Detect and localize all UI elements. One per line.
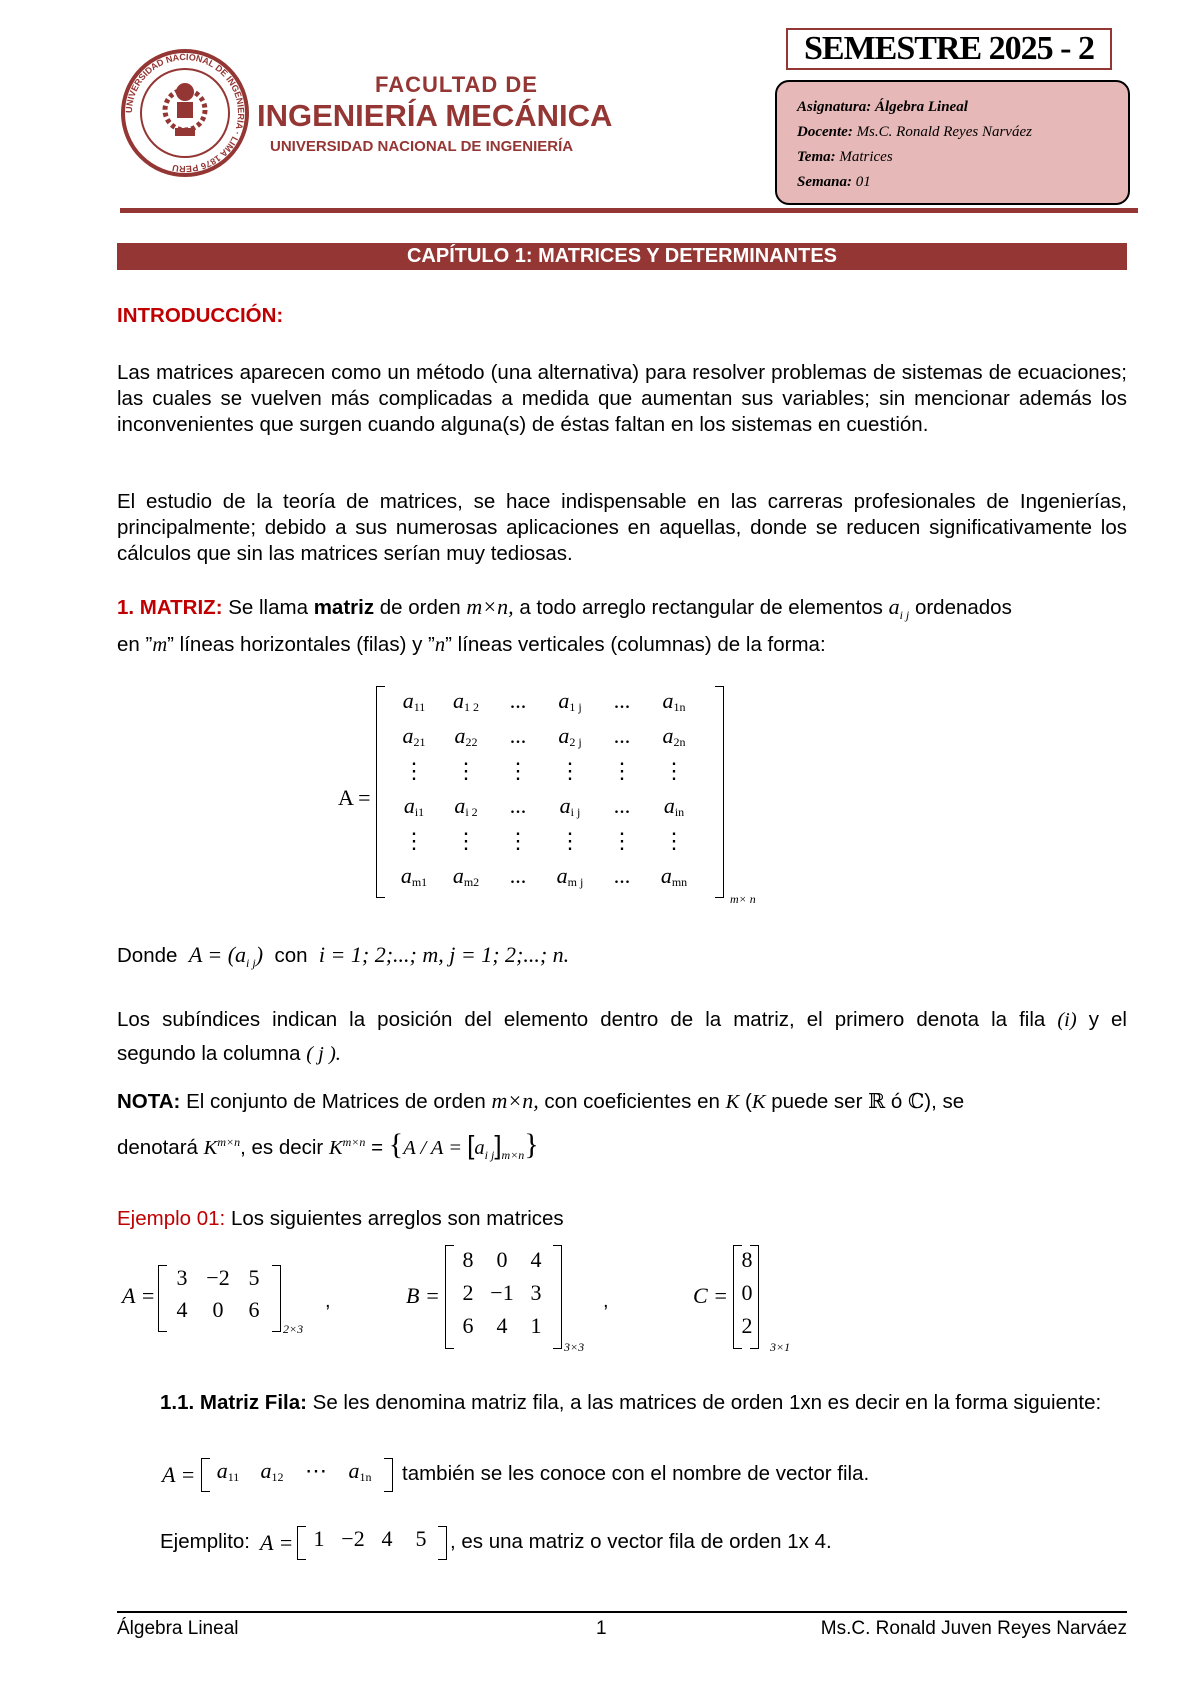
info-asignatura: Asignatura: Álgebra Lineal [797, 99, 968, 115]
matrix-cell: ... [509, 863, 527, 888]
matrix-cell: $a_{11}$ [216, 1458, 240, 1484]
matrix-cell: ... [613, 688, 631, 713]
matrix-cell: $a_{m1}$ [400, 863, 428, 889]
matrix-cell: 4 [176, 1297, 188, 1322]
matrix-cell: −1 [490, 1280, 514, 1305]
matrix-cell: 4 [530, 1247, 542, 1272]
general-matrix-name: A = [338, 785, 371, 810]
matrix-cell: ⋮ [507, 828, 529, 853]
matriz-definition: 1. MATRIZ: Se llama matriz de orden m×n, a todo arreglo rectangular de elementos $a_{i j}$ ordenados [117, 594, 1012, 623]
intro-paragraph-2: El estudio de la teoría de matrices, se hace indispensable en las carreras profesionales de Ingenierías, principalmente; debido a sus numerosas aplicaciones en aquellas, donde se reducen significativamente los cálculos que sin las matrices serían muy tediosas. [117, 490, 1127, 565]
matrix-cell: ⋮ [559, 828, 581, 853]
matrix-cell: 6 [462, 1313, 474, 1338]
matrix-cell: $a_{22}$ [454, 723, 478, 749]
example-matrix-a-order: 2×3 [283, 1322, 304, 1336]
matrix-cell: ... [509, 688, 527, 713]
matrix-cell: $a_{1n}$ [348, 1458, 372, 1484]
matrix-cell: 2 [741, 1313, 753, 1338]
donde-line: Donde $A = (a_{i j})$ con i = 1; 2;...; m, j = 1; 2;...; n. [117, 942, 570, 971]
info-docente: Docente: Ms.C. Ronald Reyes Narváez [797, 124, 1032, 140]
university-seal [120, 48, 250, 178]
svg-text:UNIVERSIDAD NACIONAL DE INGENI: UNIVERSIDAD NACIONAL DE INGENIERÍA · LIMA 1876 PERÚ [123, 51, 247, 175]
matrix-cell: ⋮ [663, 758, 685, 783]
matrix-cell: ⋮ [559, 758, 581, 783]
footer-left: Álgebra Lineal [117, 1618, 239, 1639]
subindices-paragraph: Los subíndices indican la posición del elemento dentro de la matriz, el primero denota la fila (i) y el segundo la columna ( j ). [117, 1008, 1127, 1065]
intro-heading: INTRODUCCIÓN: [117, 304, 284, 327]
footer-divider [117, 1611, 1127, 1613]
example-matrix-c-order: 3×1 [770, 1340, 791, 1354]
matrix-cell: 4 [381, 1526, 393, 1551]
matrix-cell: ... [613, 793, 631, 818]
example-matrix-b-right-bracket [553, 1245, 562, 1349]
matrix-cell: ... [613, 723, 631, 748]
matrix-cell: ... [613, 863, 631, 888]
matrix-cell: 8 [741, 1247, 753, 1272]
matrix-cell: −2 [341, 1526, 365, 1551]
semester-label: SEMESTRE 2025 - 2 [804, 30, 1094, 67]
example-matrix-a-right-bracket [272, 1265, 281, 1332]
matrix-cell: $a_{in}$ [663, 793, 685, 819]
header-divider [120, 208, 1138, 213]
semester-box [786, 28, 1112, 70]
matrix-cell: 0 [741, 1280, 753, 1305]
matrix-cell: $a_{1 j}$ [558, 688, 582, 714]
matrix-cell: 3 [176, 1265, 188, 1290]
matrix-cell: $a_{2n}$ [662, 723, 686, 749]
matrix-cell: ⋮ [455, 758, 477, 783]
footer-page-number: 1 [596, 1618, 607, 1639]
matrix-cell: $a_{21}$ [402, 723, 426, 749]
footer-right: Ms.C. Ronald Juven Reyes Narváez [820, 1618, 1127, 1639]
general-matrix [380, 688, 716, 898]
matrix-cell: 5 [248, 1265, 260, 1290]
matrix-cell: 4 [496, 1313, 508, 1338]
matrix-cell: ... [509, 723, 527, 748]
matrix-cell: ⋯ [305, 1458, 327, 1483]
matrix-cell: ⋮ [403, 828, 425, 853]
matrix-cell: 1 [530, 1313, 542, 1338]
matrix-cell: $a_{m j}$ [556, 863, 584, 889]
matrix-cell: $a_{i1}$ [403, 793, 425, 819]
matrix-cell: ⋮ [403, 758, 425, 783]
matrix-cell: 6 [248, 1297, 260, 1322]
faculty-line2: INGENIERÍA MECÁNICA [257, 98, 613, 133]
matrix-cell: 0 [496, 1247, 508, 1272]
matrix-cell: 2 [462, 1280, 474, 1305]
example-matrix-a-name: A = [122, 1283, 156, 1308]
intro-paragraph-1: Las matrices aparecen como un método (una alternativa) para resolver problemas de sistemas de ecuaciones; las cuales se vuelven más complicadas a medida que aumentan sus variables; sin mencionar además los inconvenientes que surgen cuando alguna(s) de éstas faltan en los sistemas en cuestión. [117, 361, 1127, 436]
matrix-cell: $a_{2 j}$ [558, 723, 582, 749]
university-name: UNIVERSIDAD NACIONAL DE INGENIERÍA [270, 138, 574, 155]
example-separator-1: , [325, 1290, 331, 1312]
ejemplo01-heading: Ejemplo 01: Los siguientes arreglos son matrices [117, 1207, 564, 1230]
faculty-line1: FACULTAD DE [375, 72, 538, 97]
matrix-cell: $a_{i 2}$ [454, 793, 478, 819]
matrix-cell: $a_{m2}$ [452, 863, 480, 889]
matrix-cell: ... [509, 793, 527, 818]
example-separator-2: , [603, 1290, 609, 1312]
matrix-cell: $a_{mn}$ [660, 863, 688, 889]
matriz-fila-expression: A = $a_{11}$ $a_{12}$ ⋯ $a_{1n}$ también se les conoce con el nombre de vector fila. [162, 1456, 1122, 1496]
matrix-cell: ⋮ [663, 828, 685, 853]
matrix-cell: $a_{1 2}$ [453, 688, 479, 714]
example-matrix-b-name: B = [406, 1283, 440, 1308]
example-matrix-b [449, 1247, 553, 1347]
info-semana: Semana: 01 [797, 174, 871, 190]
chapter-bar [117, 243, 1127, 270]
chapter-title: CAPÍTULO 1: MATRICES Y DETERMINANTES [406, 245, 838, 267]
matrix-cell: ⋮ [611, 758, 633, 783]
example-matrix-a [162, 1265, 272, 1330]
ejemplito-expression: Ejemplito: A = 1 −2 4 5 , es una matriz o vector fila de orden 1x 4. [160, 1524, 1120, 1564]
matrix-cell: ⋮ [507, 758, 529, 783]
info-tema: Tema: Matrices [797, 149, 893, 165]
matrix-cell: $a_{1n}$ [662, 688, 686, 714]
matrix-cell: 5 [415, 1526, 427, 1551]
general-matrix-order: m× n [730, 892, 756, 906]
nota-paragraph: NOTA: El conjunto de Matrices de orden m×n, con coeficientes en K (K puede ser ℝ ó ℂ), se denotará $K^{m\times n}$, es decir $K^{m\times n} = \{A / A = [a_{i j}]_{m\times n}\}$ [117, 1088, 965, 1162]
general-matrix-right-bracket [715, 686, 724, 898]
example-matrix-b-order: 3×3 [564, 1340, 585, 1354]
matrix-cell: $a_{12}$ [260, 1458, 284, 1484]
matrix-cell: $a_{i j}$ [559, 793, 581, 819]
seal-icon [120, 48, 250, 178]
matrix-cell: 0 [212, 1297, 224, 1322]
matrix-cell: 3 [530, 1280, 542, 1305]
matrix-cell: $a_{11}$ [402, 688, 426, 714]
course-info-box [775, 80, 1130, 205]
matrix-cell: −2 [206, 1265, 230, 1290]
matriz-fila-paragraph: 1.1. Matriz Fila: Se les denomina matriz fila, a las matrices de orden 1xn es decir en la forma siguiente: [160, 1391, 1102, 1414]
matrix-cell: ⋮ [455, 828, 477, 853]
matrix-cell: 1 [313, 1526, 325, 1551]
example-matrix-c [733, 1247, 761, 1347]
matrix-cell: ⋮ [611, 828, 633, 853]
example-matrix-c-name: C = [693, 1283, 729, 1308]
matrix-cell: 8 [462, 1247, 474, 1272]
matriz-definition-line2: en ”m” líneas horizontales (filas) y ”n” líneas verticales (columnas) de la forma: [117, 633, 826, 656]
